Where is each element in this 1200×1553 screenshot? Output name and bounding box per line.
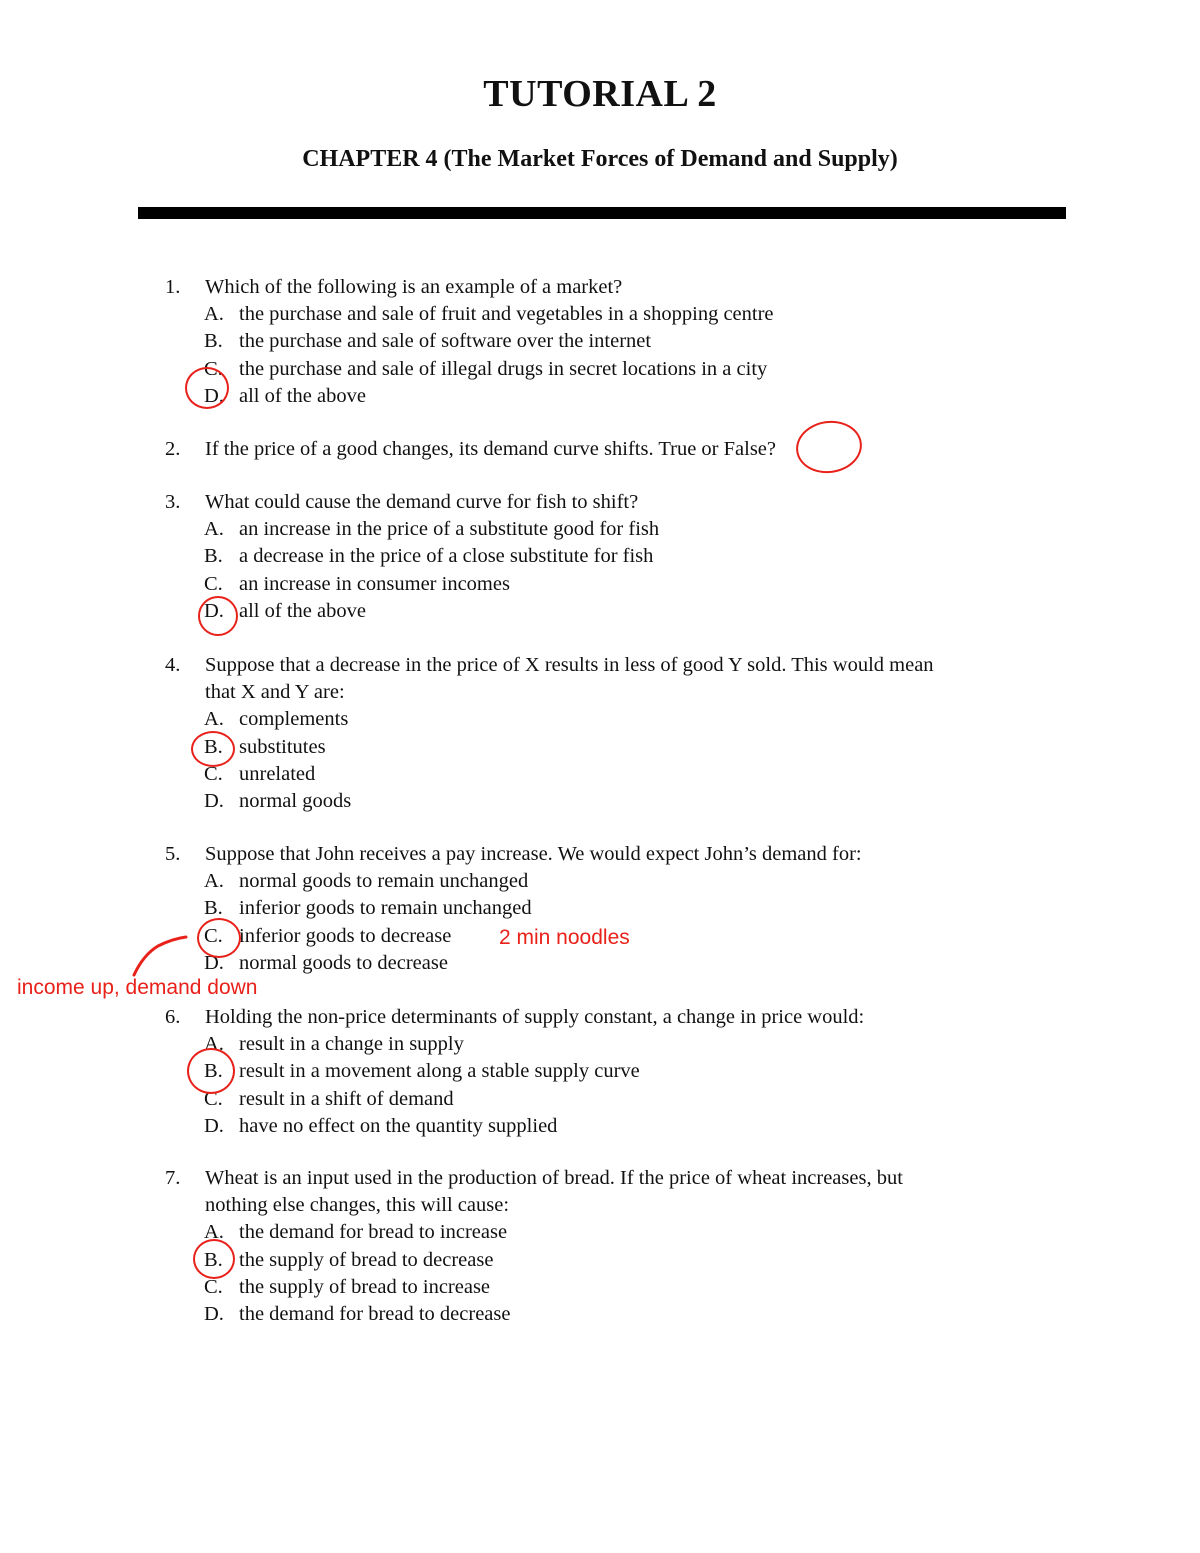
option-text: the supply of bread to decrease: [239, 1248, 494, 1271]
question-stem: If the price of a good changes, its demand curve shifts. True or False?: [205, 438, 777, 460]
option-text: inferior goods to decrease: [239, 924, 452, 947]
option-letter: C.: [204, 762, 223, 785]
annotation-arrow-stroke: [134, 937, 186, 975]
option-letter: A.: [204, 518, 224, 541]
option-letter: D.: [204, 1114, 224, 1137]
option-letter: C.: [204, 357, 223, 380]
page-title: TUTORIAL 2: [483, 73, 717, 115]
question-stem: Suppose that a decrease in the price of X results in less of good Y sold. This would mean: [205, 654, 934, 676]
chapter-subtitle: CHAPTER 4 (The Market Forces of Demand and Supply): [302, 146, 898, 172]
option-text: all of the above: [239, 384, 366, 407]
option-text: the purchase and sale of illegal drugs in secret locations in a city: [239, 357, 768, 380]
option-text: normal goods: [239, 790, 352, 812]
option-letter: A.: [204, 303, 224, 326]
question-number: 7.: [165, 1167, 181, 1189]
question-number: 4.: [165, 654, 181, 676]
option-text: normal goods to remain unchanged: [239, 870, 529, 893]
option-text: complements: [239, 708, 349, 731]
question-stem: Wheat is an input used in the production of bread. If the price of wheat increases, but: [205, 1167, 903, 1189]
question-number: 3.: [165, 491, 181, 513]
option-text: substitutes: [239, 735, 326, 758]
option-letter: A.: [204, 870, 224, 893]
option-letter: C.: [204, 1275, 223, 1298]
option-letter: D.: [204, 790, 224, 812]
option-text: an increase in the price of a substitute good for fish: [239, 518, 660, 541]
option-text: all of the above: [239, 599, 366, 622]
option-letter: B.: [204, 897, 223, 920]
option-letter: C.: [204, 1087, 223, 1110]
option-letter: B.: [204, 330, 223, 353]
option-text: the purchase and sale of fruit and vegetables in a shopping centre: [239, 303, 774, 326]
option-text: have no effect on the quantity supplied: [239, 1114, 558, 1137]
question-number: 2.: [165, 438, 181, 460]
option-letter: D.: [204, 599, 224, 622]
note-2-min-noodles: 2 min noodles: [499, 926, 630, 949]
question-number: 5.: [165, 843, 181, 865]
option-text: the purchase and sale of software over the internet: [239, 330, 652, 353]
option-text: unrelated: [239, 762, 316, 785]
option-letter: A.: [204, 1033, 224, 1056]
question-stem: Which of the following is an example of a market?: [205, 276, 623, 298]
option-letter: B.: [204, 1248, 223, 1271]
option-text: an increase in consumer incomes: [239, 572, 510, 595]
option-letter: A.: [204, 708, 224, 731]
option-letter: A.: [204, 1221, 224, 1244]
option-letter: C.: [204, 924, 223, 947]
question-stem: Suppose that John receives a pay increase. We would expect John’s demand for:: [205, 843, 862, 865]
option-letter: D.: [204, 951, 224, 974]
option-text: result in a shift of demand: [239, 1087, 454, 1110]
question-number: 6.: [165, 1006, 181, 1028]
option-text: normal goods to decrease: [239, 951, 448, 974]
question-stem: What could cause the demand curve for fish to shift?: [205, 491, 639, 513]
option-text: inferior goods to remain unchanged: [239, 897, 532, 920]
option-letter: B.: [204, 1060, 223, 1083]
question-number: 1.: [165, 276, 181, 298]
option-letter: C.: [204, 572, 223, 595]
question-stem: Holding the non-price determinants of supply constant, a change in price would:: [205, 1006, 865, 1028]
option-letter: D.: [204, 1303, 224, 1325]
option-letter: B.: [204, 545, 223, 568]
option-text: result in a change in supply: [239, 1033, 464, 1056]
option-text: result in a movement along a stable supply curve: [239, 1060, 640, 1083]
option-text: the demand for bread to increase: [239, 1221, 508, 1244]
option-letter: B.: [204, 735, 223, 758]
option-text: the demand for bread to decrease: [239, 1303, 511, 1325]
option-text: a decrease in the price of a close substitute for fish: [239, 545, 654, 568]
question-stem: nothing else changes, this will cause:: [205, 1194, 510, 1217]
option-text: the supply of bread to increase: [239, 1275, 491, 1298]
note-income-up-demand-down: income up, demand down: [17, 976, 258, 999]
option-letter: D.: [204, 384, 224, 407]
question-stem: that X and Y are:: [205, 681, 345, 704]
